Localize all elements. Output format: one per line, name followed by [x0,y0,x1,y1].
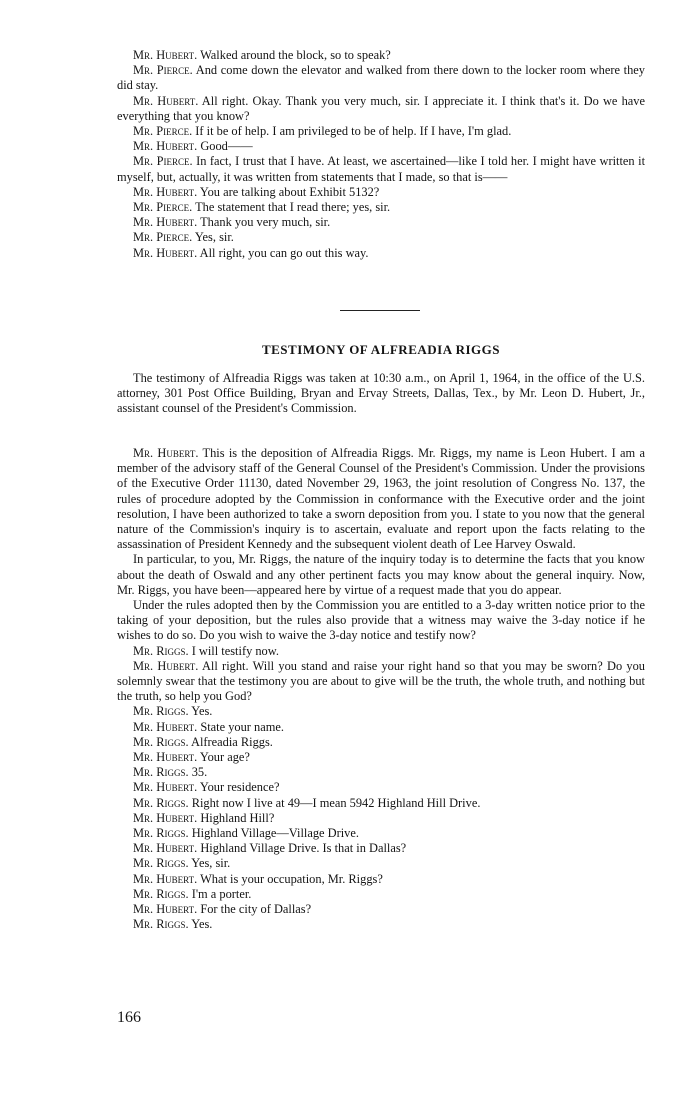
speech-text: I will testify now. [188,643,279,658]
section-divider [340,310,420,311]
speech-text: Highland Hill? [197,810,275,825]
dialogue-paragraph [117,765,645,780]
speaker-label: Mr. Hubert. [133,719,198,734]
speech-text: Your age? [197,750,250,765]
speech-text: Under the rules adopted then by the Commission you are entitled to a 3-day written notice prior to the taking of your deposition, but the rules also provide that a witness may waive the 3-day notice if he wishes to do so. Do you wish to waive the 3-day notice and testify now? [117,598,645,643]
speaker-label: Mr. Hubert. [133,48,198,62]
speaker-label: Mr. Riggs. [133,765,189,780]
speaker-label: Mr. Hubert. [133,215,198,230]
dialogue-paragraph [117,644,645,659]
speaker-label: Mr. Riggs. [133,856,189,871]
speaker-label: Mr. Pierce. [133,230,193,245]
speech-text: State your name. [197,719,284,734]
dialogue-paragraph [117,552,645,598]
speech-text: All right. Will you stand and raise your right hand so that you may be sworn? Do you solemnly swear that the testimony you are about to give will be the truth, the whole truth, and nothing but the truth, so help you God? [117,658,645,704]
speech-text: Yes, sir. [188,856,231,871]
dialogue-paragraph [117,124,645,139]
speech-text: If it be of help. I am privileged to be of help. If I have, I'm glad. [192,124,512,139]
dialogue-paragraph [117,887,645,902]
dialogue-paragraph [117,826,645,841]
dialogue-paragraph [117,446,645,552]
speaker-label: Mr. Hubert. [133,750,198,765]
dialogue-paragraph [117,841,645,856]
speaker-label: Mr. Riggs. [133,795,189,810]
speech-text: Walked around the block, so to speak? [197,48,391,62]
speaker-label: Mr. Hubert. [133,658,199,673]
dialogue-paragraph [117,63,645,93]
testimony-pierce-conclusion [117,48,645,261]
speech-text: Right now I live at 49—I mean 5942 Highland Hill Drive. [188,795,481,810]
dialogue-paragraph [117,872,645,887]
speaker-label: Mr. Hubert. [133,446,199,460]
speech-text: All right, you can go out this way. [197,245,369,260]
speaker-label: Mr. Pierce. [133,200,193,215]
speaker-label: Mr. Hubert. [133,902,198,917]
speech-text: The statement that I read there; yes, sir. [192,200,391,215]
speech-text: In fact, I trust that I have. At least, we ascertained—like I told her. I might have written it myself, but, actually, it was written from statements that I made, so that is—— [117,154,646,184]
dialogue-paragraph [117,735,645,750]
speech-text: Highland Village—Village Drive. [188,826,359,841]
intro-paragraph-block [117,371,645,417]
testimony-riggs [117,446,645,933]
dialogue-paragraph [117,704,645,719]
speech-text: In particular, to you, Mr. Riggs, the nature of the inquiry today is to determine the facts that you know about the death of Oswald and any other pertinent facts you may know about the general inquiry. Now, Mr. Riggs, you have been—appeared here by virtue of a request made that you do appear. [117,552,645,597]
dialogue-paragraph [117,185,645,200]
intro-paragraph: The testimony of Alfreadia Riggs was taken at 10:30 a.m., on April 1, 1964, in the office of the U.S. attorney, 301 Post Office Building, Bryan and Ervay Streets, Dallas, Tex., by Mr. Leon D. Hubert, Jr., assistant counsel of the President's Commission. [117,371,645,416]
dialogue-paragraph [117,200,645,215]
dialogue-paragraph [117,659,645,705]
speaker-label: Mr. Riggs. [133,643,189,658]
dialogue-paragraph [117,215,645,230]
speech-text: This is the deposition of Alfreadia Riggs. Mr. Riggs, my name is Leon Hubert. I am a member of the advisory staff of the General Counsel of the President's Commission. Under the provisions of the Executive Order 11130, dated November 29, 1963, the joint resolution of Congress No. 137, the rules of procedure adopted by the Commission in conformance with the Executive order and the joint resolution, I have been authorized to take a sworn deposition from you. I state to you now that the general nature of the Commission's inquiry is to ascertain, evaluate and report upon the facts relating to the assassination of President Kennedy and the subsequent violent death of Lee Harvey Oswald. [117,446,645,552]
dialogue-paragraph [117,780,645,795]
speaker-label: Mr. Hubert. [133,245,198,260]
dialogue-paragraph [117,139,645,154]
dialogue-paragraph [117,720,645,735]
speech-text: Alfreadia Riggs. [188,734,273,749]
dialogue-paragraph [117,856,645,871]
speaker-label: Mr. Pierce. [133,124,193,139]
speech-text: Your residence? [197,780,280,795]
speaker-label: Mr. Hubert. [133,810,198,825]
speaker-label: Mr. Riggs. [133,826,189,841]
dialogue-paragraph [117,154,645,184]
speech-text: 35. [188,765,208,780]
dialogue-paragraph [117,598,645,644]
speech-text: Yes. [188,917,213,932]
page-number: 166 [117,1009,141,1026]
speaker-label: Mr. Hubert. [133,184,198,199]
speaker-label: Mr. Hubert. [133,139,198,154]
speech-text: Good—— [197,139,253,154]
dialogue-paragraph [117,902,645,917]
dialogue-paragraph [117,917,645,932]
speech-text: What is your occupation, Mr. Riggs? [197,871,383,886]
speaker-label: Mr. Riggs. [133,886,189,901]
speech-text: Thank you very much, sir. [197,215,331,230]
dialogue-paragraph [117,796,645,811]
speech-text: Yes, sir. [192,230,234,245]
dialogue-paragraph [117,230,645,245]
speech-text: All right. Okay. Thank you very much, sir. I appreciate it. I think that's it. Do we have everything that you know? [117,93,645,123]
speaker-label: Mr. Riggs. [133,734,189,749]
speech-text: I'm a porter. [188,886,252,901]
speaker-label: Mr. Riggs. [133,917,189,932]
speech-text: And come down the elevator and walked from there down to the locker room where they did stay. [117,63,646,93]
speech-text: Highland Village Drive. Is that in Dallas? [197,841,407,856]
speech-text: You are talking about Exhibit 5132? [197,184,380,199]
dialogue-paragraph [117,246,645,261]
dialogue-paragraph [117,811,645,826]
speaker-label: Mr. Riggs. [133,704,189,719]
speaker-label: Mr. Pierce. [133,154,193,169]
dialogue-paragraph [117,48,645,63]
speech-text: For the city of Dallas? [197,902,312,917]
section-heading: TESTIMONY OF ALFREADIA RIGGS [261,342,501,357]
speaker-label: Mr. Hubert. [133,780,198,795]
speech-text: Yes. [188,704,213,719]
dialogue-paragraph [117,750,645,765]
speaker-label: Mr. Hubert. [133,841,198,856]
speaker-label: Mr. Hubert. [133,871,198,886]
speaker-label: Mr. Hubert. [133,93,199,108]
speaker-label: Mr. Pierce. [133,63,193,78]
dialogue-paragraph [117,94,645,124]
